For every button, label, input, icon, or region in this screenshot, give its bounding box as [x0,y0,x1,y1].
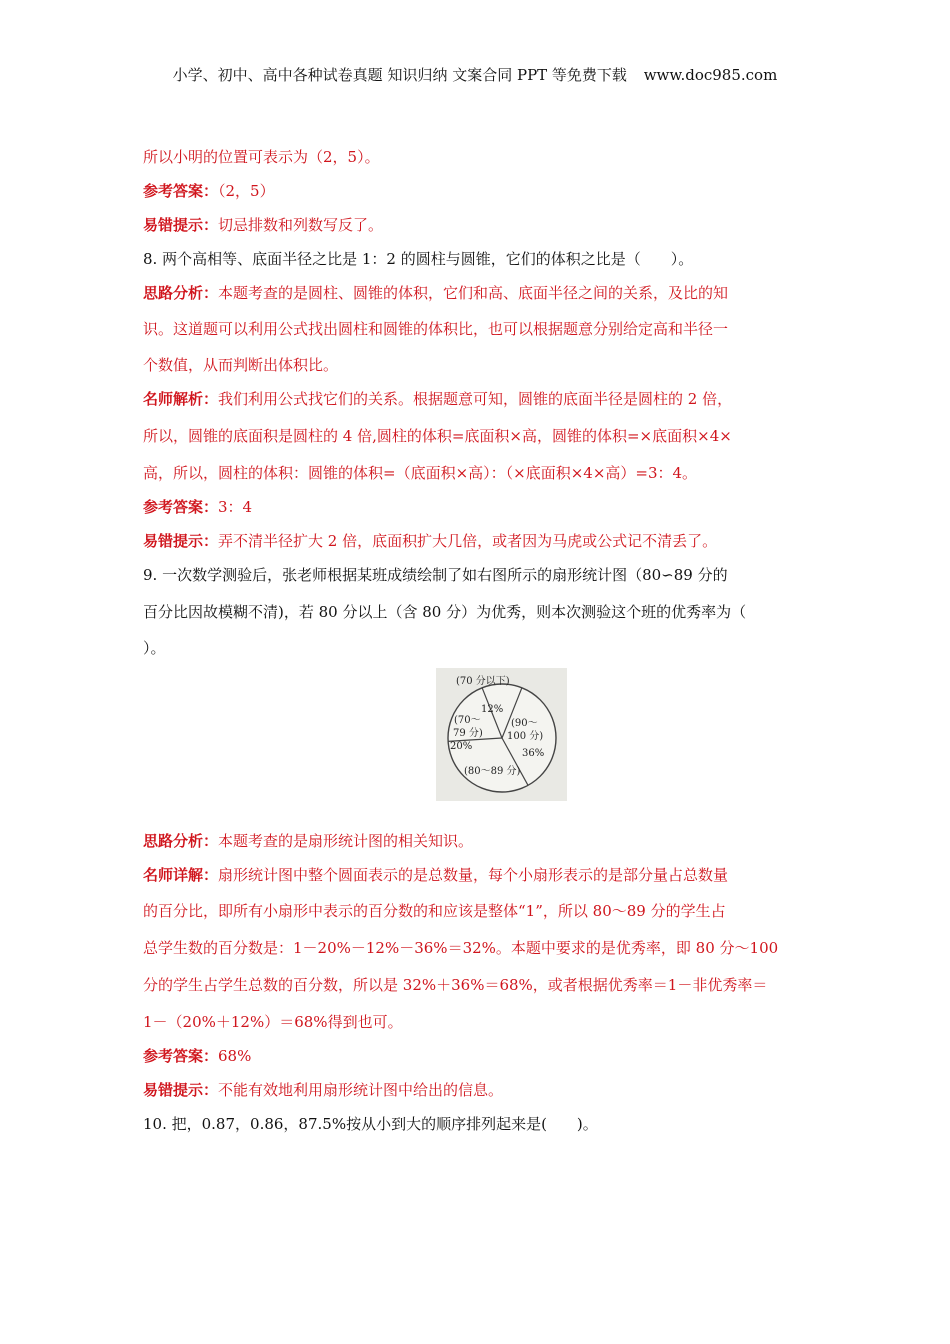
explain-text: 扇形统计图中整个圆面表示的是总数量，每个小扇形表示的是部分量占总数量 [218,866,729,884]
answer-value: （2，5） [218,182,275,200]
q8-explain [143,389,732,409]
tip-text: 不能有效地利用扇形统计图中给出的信息。 [218,1081,504,1099]
analysis-text: 本题考查的是圆柱、圆锥的体积，它们和高、底面半径之间的关系，及比的知 [218,284,729,302]
label-90-line2: 100 分) [507,731,544,742]
q8-explain-line2: 所以，圆锥的底面积是圆柱的 4 倍,圆柱的体积=底面积×高，圆锥的体积=×底面积×4× [143,427,732,445]
q8-question: 8. 两个高相等、底面半径之比是 1：2 的圆柱与圆锥，它们的体积之比是（ ）。 [143,250,694,268]
q9-question-line3: ）。 [143,639,166,657]
q8-analysis [143,283,728,303]
q8-tip [143,531,717,551]
label-pct12: 12% [481,704,504,715]
label-70-line2: 79 分) [453,728,483,739]
label-90-line1: (90～ [511,718,538,729]
label-pct20: 20% [450,741,473,752]
answer-value: 3：4 [218,498,253,516]
explain-label: 名师解析： [143,390,219,408]
q7-tip [143,215,383,235]
tip-text: 切忌排数和列数写反了。 [218,216,384,234]
answer-label: 参考答案： [143,1047,219,1065]
q8-answer [143,497,252,517]
q7-conclusion: 所以小明的位置可表示为（2，5）。 [143,148,380,166]
page-header [0,64,950,85]
label-below70: (70 分以下) [456,676,510,687]
tip-label: 易错提示： [143,1081,219,1099]
tip-text: 弄不清半径扩大 2 倍，底面积扩大几倍，或者因为马虎或公式记不清丢了。 [218,532,718,550]
q9-question: 9. 一次数学测验后，张老师根据某班成绩绘制了如右图所示的扇形统计图（80∽89 分的 [143,566,728,584]
answer-label: 参考答案： [143,498,219,516]
tip-label: 易错提示： [143,216,219,234]
explain-text: 我们利用公式找它们的关系。根据题意可知，圆锥的底面半径是圆柱的 2 倍， [218,390,733,408]
q8-analysis-line2: 识。这道题可以利用公式找出圆柱和圆锥的体积比，也可以根据题意分别给定高和半径一 [143,320,729,338]
analysis-label: 思路分析： [143,832,219,850]
tip-label: 易错提示： [143,532,219,550]
label-80: (80～89 分) [464,766,521,777]
analysis-text: 本题考查的是扇形统计图的相关知识。 [218,832,474,850]
q9-answer [143,1046,251,1066]
q10-question: 10. 把，0.87，0.86，87.5%按从小到大的顺序排列起来是( )。 [143,1115,598,1133]
answer-label: 参考答案： [143,182,219,200]
q9-analysis [143,831,473,851]
header-text: 小学、初中、高中各种试卷真题 知识归纳 文案合同 PPT 等免费下载 [172,66,627,84]
q9-explain-line2: 的百分比，即所有小扇形中表示的百分数的和应该是整体“1”，所以 80～89 分的学生占 [143,902,726,920]
pie-chart [436,668,567,801]
q7-answer [143,181,275,201]
explain-label: 名师详解： [143,866,219,884]
label-70-line1: (70～ [454,715,481,726]
answer-value: 68% [218,1047,252,1065]
label-pct36: 36% [522,748,545,759]
q9-explain-line5: 1－（20%＋12%）＝68%得到也可。 [143,1013,403,1031]
q9-tip [143,1080,503,1100]
q9-question-line2: 百分比因故模糊不清)，若 80 分以上（含 80 分）为优秀，则本次测验这个班的优秀率为（ [143,603,747,621]
q8-analysis-line3: 个数值，从而判断出体积比。 [143,356,339,374]
pie-chart-svg [436,668,567,801]
header-url[interactable]: www.doc985.com [643,66,778,84]
q9-explain [143,865,728,885]
q9-explain-line3: 总学生数的百分数是：1－20%－12%－36%＝32%。本题中要求的是优秀率，即 80 分～100 [143,939,779,957]
q9-explain-line4: 分的学生占学生总数的百分数，所以是 32%＋36%＝68%，或者根据优秀率＝1－非优秀率＝ [143,976,768,994]
q8-explain-line3: 高，所以，圆柱的体积：圆锥的体积=（底面积×高）：（×底面积×4×高）=3：4。 [143,464,698,482]
analysis-label: 思路分析： [143,284,219,302]
